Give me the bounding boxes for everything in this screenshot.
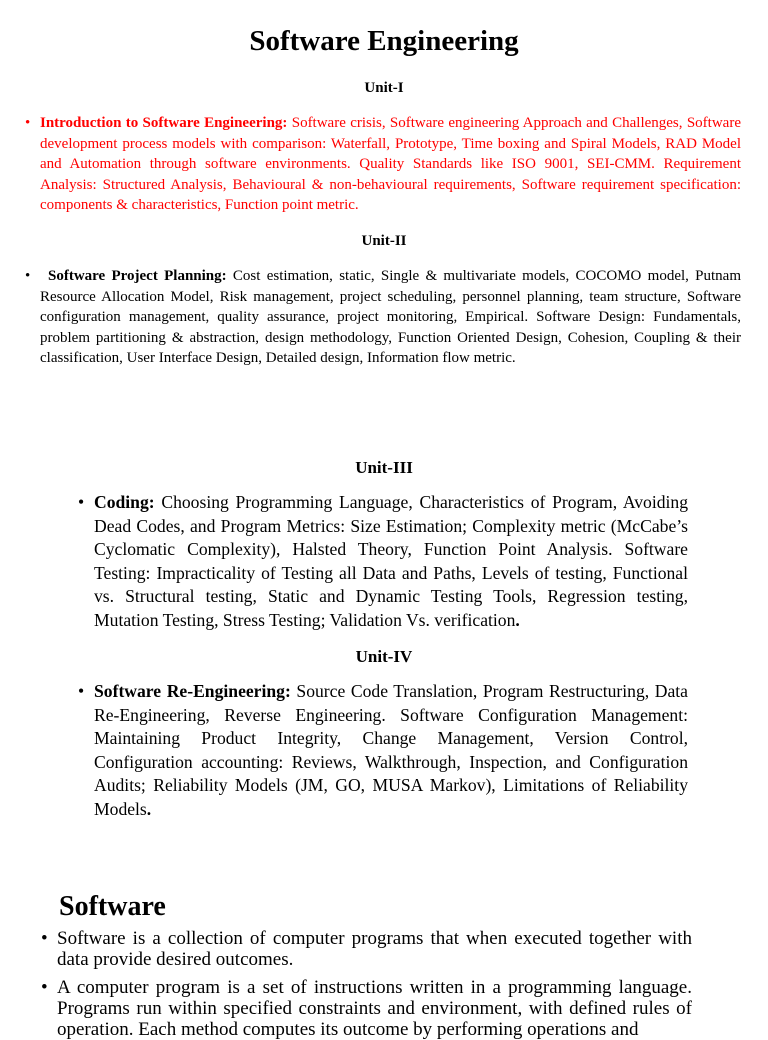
- software-bullet-2-dot: •: [41, 977, 48, 998]
- unit-4-bullet: •: [78, 681, 85, 701]
- unit-1-bullet: •: [25, 115, 31, 131]
- unit-4-paragraph: [94, 680, 688, 821]
- unit-1-paragraph: [40, 113, 741, 216]
- unit-3-end: .: [515, 609, 520, 630]
- software-bullet-2: A computer program is a set of instructions written in a programming language. Programs run within specified constraints and environment, with defined rules of operation. Each method computes its outcome by performing operations and: [57, 977, 692, 1040]
- unit-3-lead: Coding:: [94, 492, 155, 512]
- unit-3-bullet: •: [78, 492, 85, 512]
- unit-3-text: Choosing Programming Language, Characteristics of Program, Avoiding Dead Codes, and Program Metrics: Size Estimation; Complexity metric (McCabe’s Cyclomatic Complexity), Halsted Theory, Function Point Analysis. Software Testing: Impracticality of Testing all Data and Paths, Levels of testing, Functional vs. Structural testing, Static and Dynamic Testing Tools, Regression testing, Mutation Testing, Stress Testing; Validation Vs. verification: [94, 492, 688, 630]
- unit-3-heading: Unit-III: [355, 458, 413, 477]
- unit-4-heading: Unit-IV: [355, 647, 413, 666]
- unit-2-lead: Software Project Planning:: [48, 268, 227, 284]
- software-heading: Software: [59, 891, 166, 922]
- unit-4-lead: Software Re-Engineering:: [94, 681, 291, 701]
- software-bullet-1: Software is a collection of computer programs that when executed together with data provide desired outcomes.: [57, 928, 692, 970]
- unit-2-heading: Unit-II: [361, 233, 407, 249]
- unit-4-end: .: [146, 798, 152, 819]
- unit-2-bullet: •: [25, 268, 31, 284]
- software-bullet-1-dot: •: [41, 928, 48, 949]
- unit-2-paragraph: [40, 266, 741, 369]
- page-title: Software Engineering: [249, 25, 519, 57]
- unit-3-paragraph: [94, 491, 688, 632]
- unit-1-heading: Unit-I: [364, 80, 404, 96]
- unit-1-lead: Introduction to Software Engineering:: [40, 115, 288, 131]
- unit-4-text: Source Code Translation, Program Restructuring, Data Re-Engineering, Reverse Engineering. Software Configuration Management: Maintaining Product Integrity, Change Management, Version Control, Configuration accounting: Reviews, Walkthrough, Inspection, and Configuration Audits; Reliability Models (JM, GO, MUSA Markov), Limitations of Reliability Models: [94, 681, 688, 819]
- unit-2-text: Cost estimation, static, Single & multivariate models, COCOMO model, Putnam Resource Allocation Model, Risk management, project scheduling, personnel planning, team structure, Software configuration management, quality assurance, project monitoring, Empirical. Software Design: Fundamentals, problem partitioning & abstraction, design methodology, Function Oriented Design, Cohesion, Coupling & their classification, User Interface Design, Detailed design, Information flow metric.: [40, 268, 741, 366]
- unit-1-text: Software crisis, Software engineering Approach and Challenges, Software development process models with comparison: Waterfall, Prototype, Time boxing and Spiral Models, RAD Model and Automation through software environments. Quality Standards like ISO 9001, SEI-CMM. Requirement Analysis: Structured Analysis, Behavioural & non-behavioural requirements, Software requirement specification: components & characteristics, Function point metric.: [40, 115, 741, 213]
